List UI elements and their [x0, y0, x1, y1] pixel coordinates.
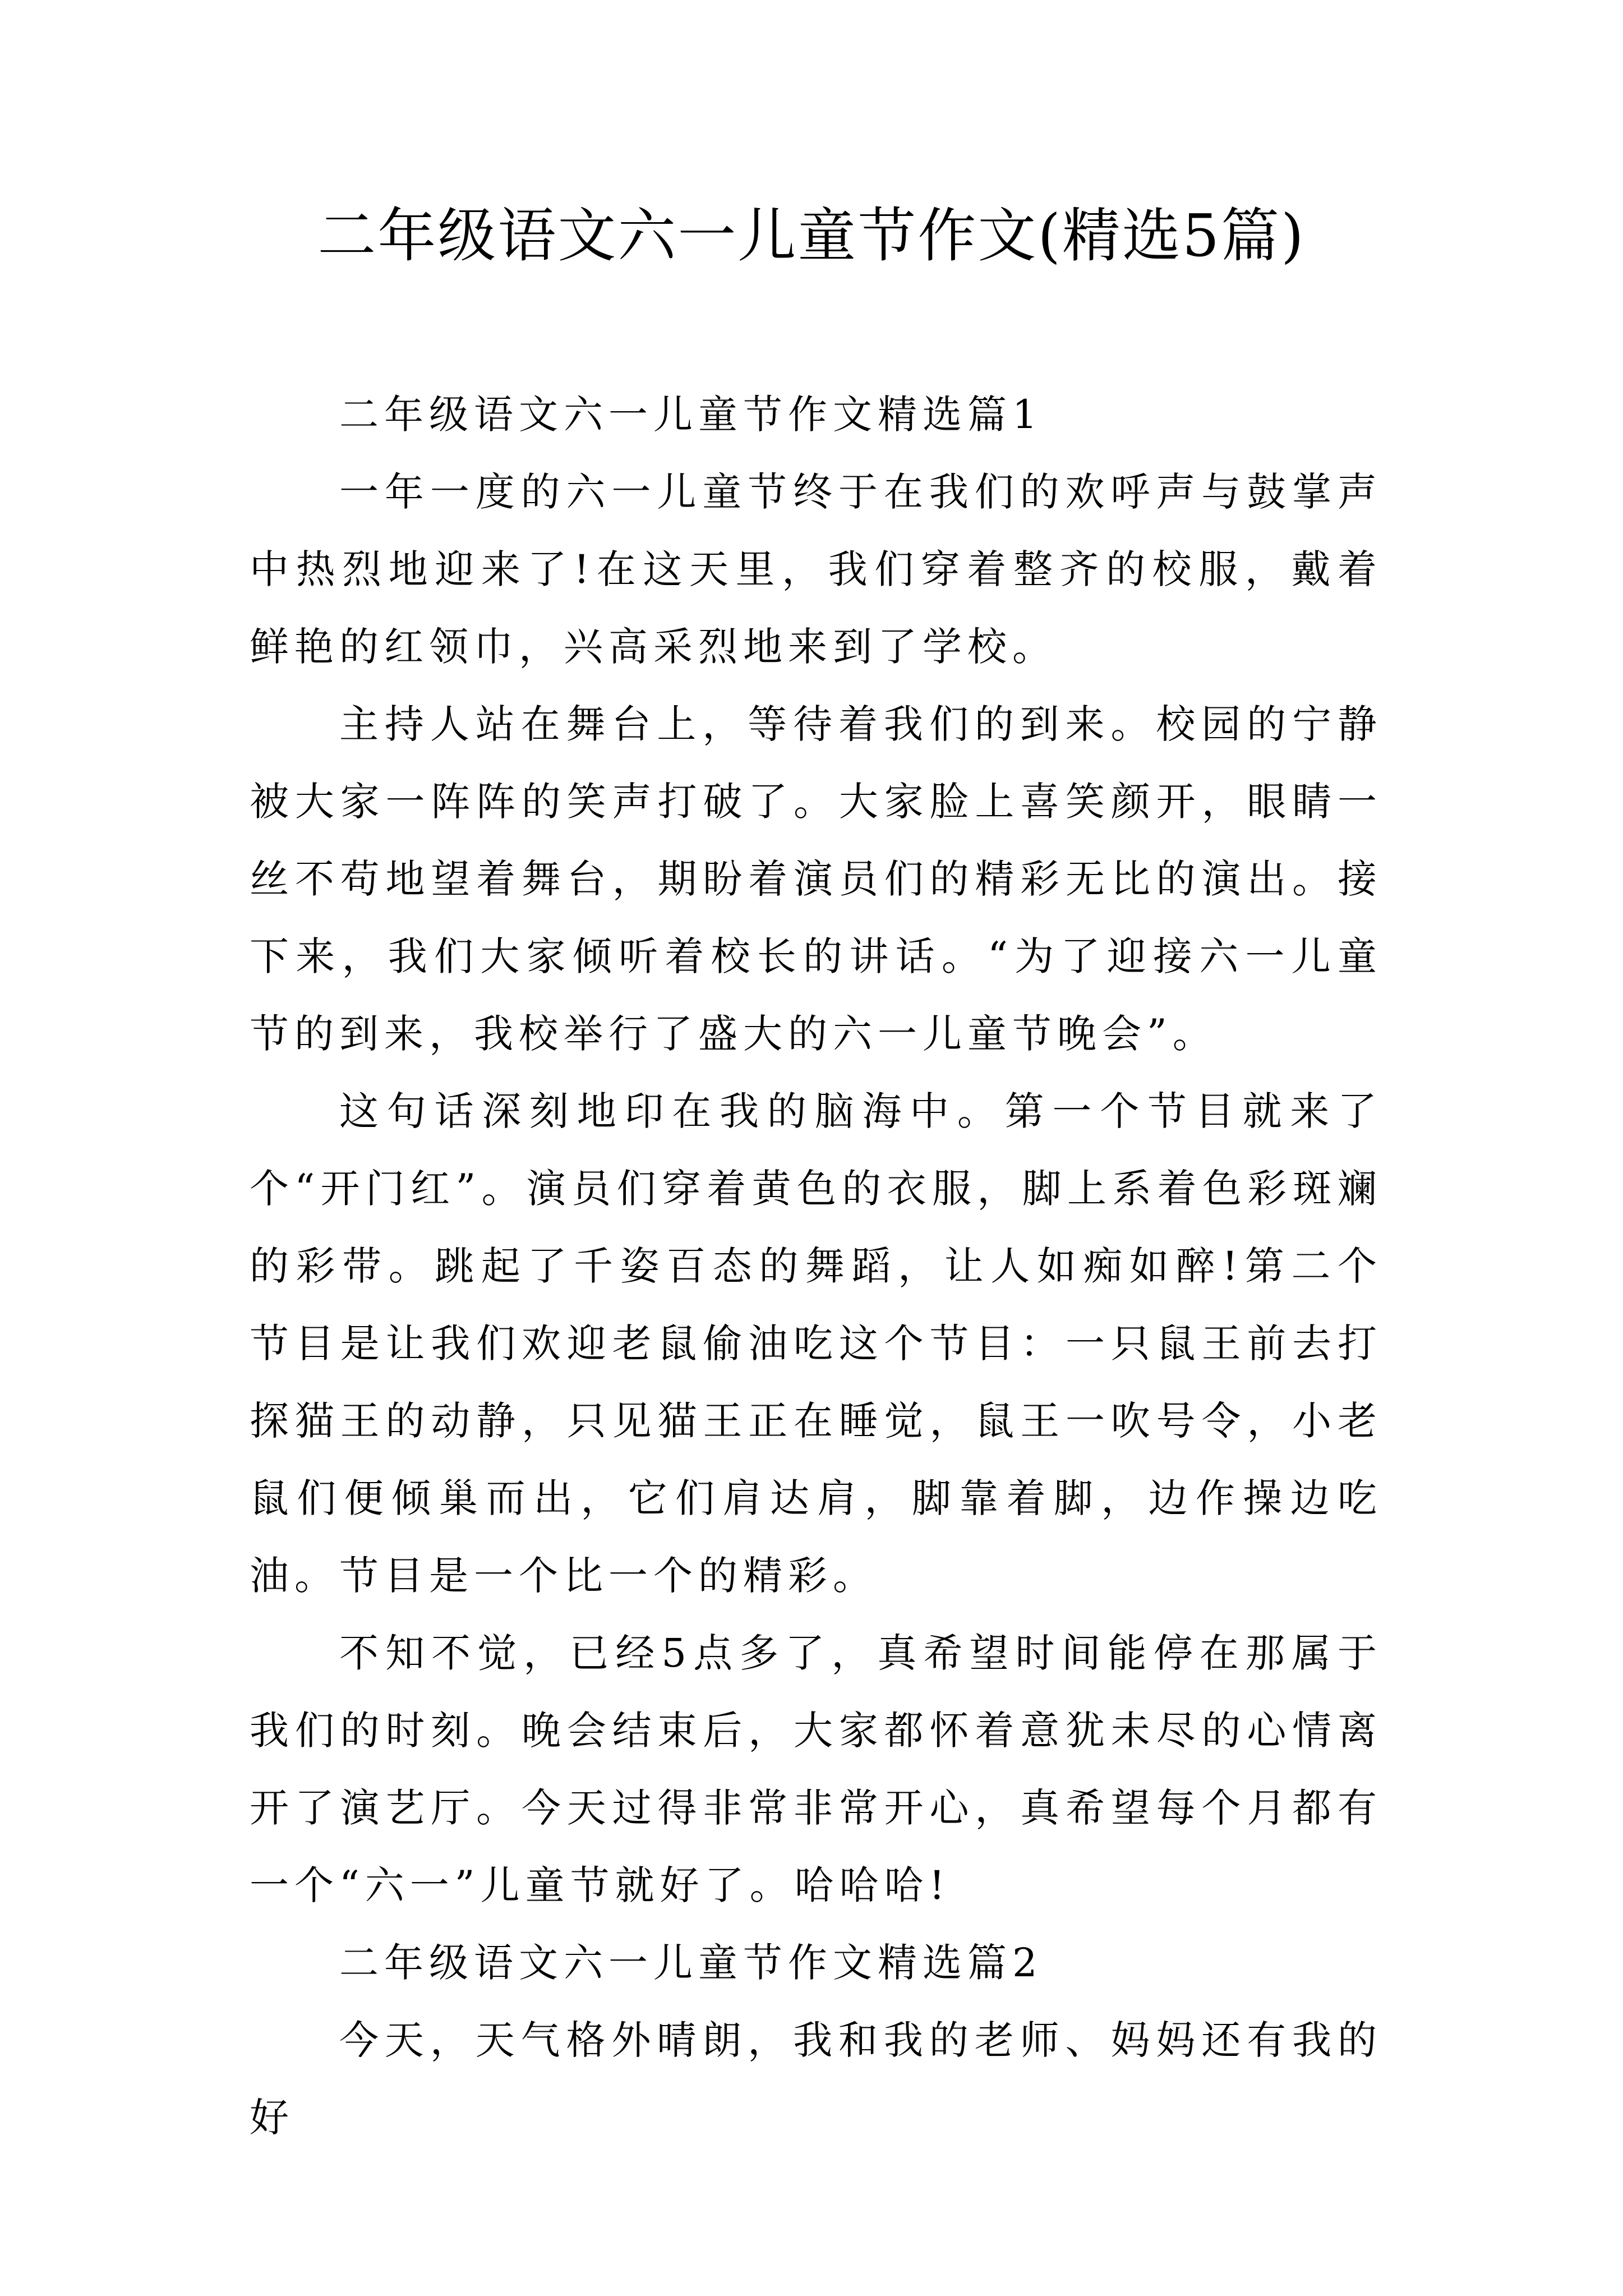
paragraph-3: 这句话深刻地印在我的脑海中。第一个节目就来了个“开门红”。演员们穿着黄色的衣服，脚上系着色彩斑斓的彩带。跳起了千姿百态的舞蹈，让人如痴如醉!第二个节目是让我们欢迎老鼠偷油吃这个节目：一只鼠王前去打探猫王的动静，只见猫王正在睡觉，鼠王一吹号令，小老鼠们便倾巢而出，它们肩达肩，脚靠着脚，边作操边吃油。节目是一个比一个的精彩。: [250, 1088, 1382, 1599]
paragraph-4: 不知不觉，已经5点多了，真希望时间能停在那属于我们的时刻。晚会结束后，大家都怀着意犹未尽的心情离开了演艺厅。今天过得非常非常开心，真希望每个月都有一个“六一”儿童节就好了。哈哈哈!: [250, 1630, 1382, 1908]
section-heading-1: 二年级语文六一儿童节作文精选篇1: [339, 392, 1043, 438]
document-title: 二年级语文六一儿童节作文(精选5篇): [317, 201, 1306, 270]
document-body: [250, 376, 1382, 2156]
paragraph-2: 主持人站在舞台上，等待着我们的到来。校园的宁静被大家一阵阵的笑声打破了。大家脸上喜笑颜开，眼睛一丝不苟地望着舞台，期盼着演员们的精彩无比的演出。接下来，我们大家倾听着校长的讲话。“为了迎接六一儿童节的到来，我校举行了盛大的六一儿童节晚会”。: [250, 701, 1382, 1057]
section-heading-2: 二年级语文六一儿童节作文精选篇2: [339, 1940, 1043, 1986]
paragraph-5: 今天，天气格外晴朗，我和我的老师、妈妈还有我的好: [250, 2017, 1382, 2141]
paragraph-1: 一年一度的六一儿童节终于在我们的欢呼声与鼓掌声中热烈地迎来了!在这天里，我们穿着整齐的校服，戴着鲜艳的红领巾，兴高采烈地来到了学校。: [250, 469, 1382, 670]
